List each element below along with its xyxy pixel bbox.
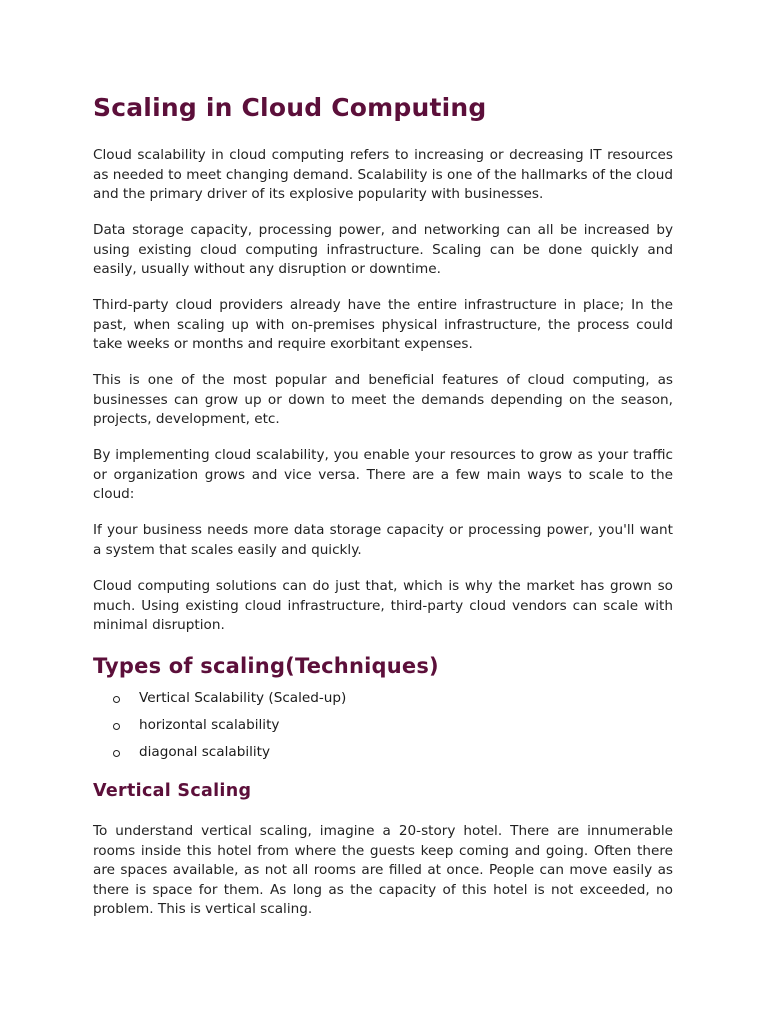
intro-paragraph-2: Data storage capacity, processing power, and networking can all be increased by using existing cloud computing infrastructure. Scaling can be done quickly and easily, usually without any disruption or downtime. [93,222,673,277]
hollow-circle-bullet-icon [113,723,120,730]
types-list [113,690,346,771]
page-title: Scaling in Cloud Computing [93,93,487,122]
hollow-circle-bullet-icon [113,750,120,757]
vertical-scaling-paragraph: To understand vertical scaling, imagine a 20-story hotel. There are innumerable rooms inside this hotel from where the guests keep coming and going. Often there are spaces available, as not all rooms are filled at once. People can move easily as there is space for them. As long as the capacity of this hotel is not exceeded, no problem. This is vertical scaling. [93,823,673,917]
list-item-label: diagonal scalability [139,744,271,760]
list-item-label: horizontal scalability [139,717,280,733]
hollow-circle-bullet-icon [113,696,120,703]
intro-paragraph-6: If your business needs more data storage capacity or processing power, you'll want a system that scales easily and quickly. [93,522,673,558]
intro-paragraph-3: Third-party cloud providers already have the entire infrastructure in place; In the past, when scaling up with on-premises physical infrastructure, the process could take weeks or months and require exorbitant expenses. [93,297,673,352]
list-item [113,690,346,717]
intro-paragraph-7: Cloud computing solutions can do just that, which is why the market has grown so much. Using existing cloud infrastructure, third-party cloud vendors can scale with minimal disruption. [93,578,673,633]
vertical-scaling-heading: Vertical Scaling [93,781,252,801]
list-item-label: Vertical Scalability (Scaled-up) [139,690,347,706]
intro-paragraph-4: This is one of the most popular and beneficial features of cloud computing, as businesses can grow up or down to meet the demands depending on the season, projects, development, etc. [93,372,673,427]
intro-paragraph-5: By implementing cloud scalability, you enable your resources to grow as your traffic or organization grows and vice versa. There are a few main ways to scale to the cloud: [93,447,673,502]
list-item [113,744,346,771]
intro-paragraph-1: Cloud scalability in cloud computing refers to increasing or decreasing IT resources as needed to meet changing demand. Scalability is one of the hallmarks of the cloud and the primary driver of its explosive popularity with businesses. [93,147,673,202]
list-item [113,717,346,744]
types-heading: Types of scaling(Techniques) [93,654,439,678]
